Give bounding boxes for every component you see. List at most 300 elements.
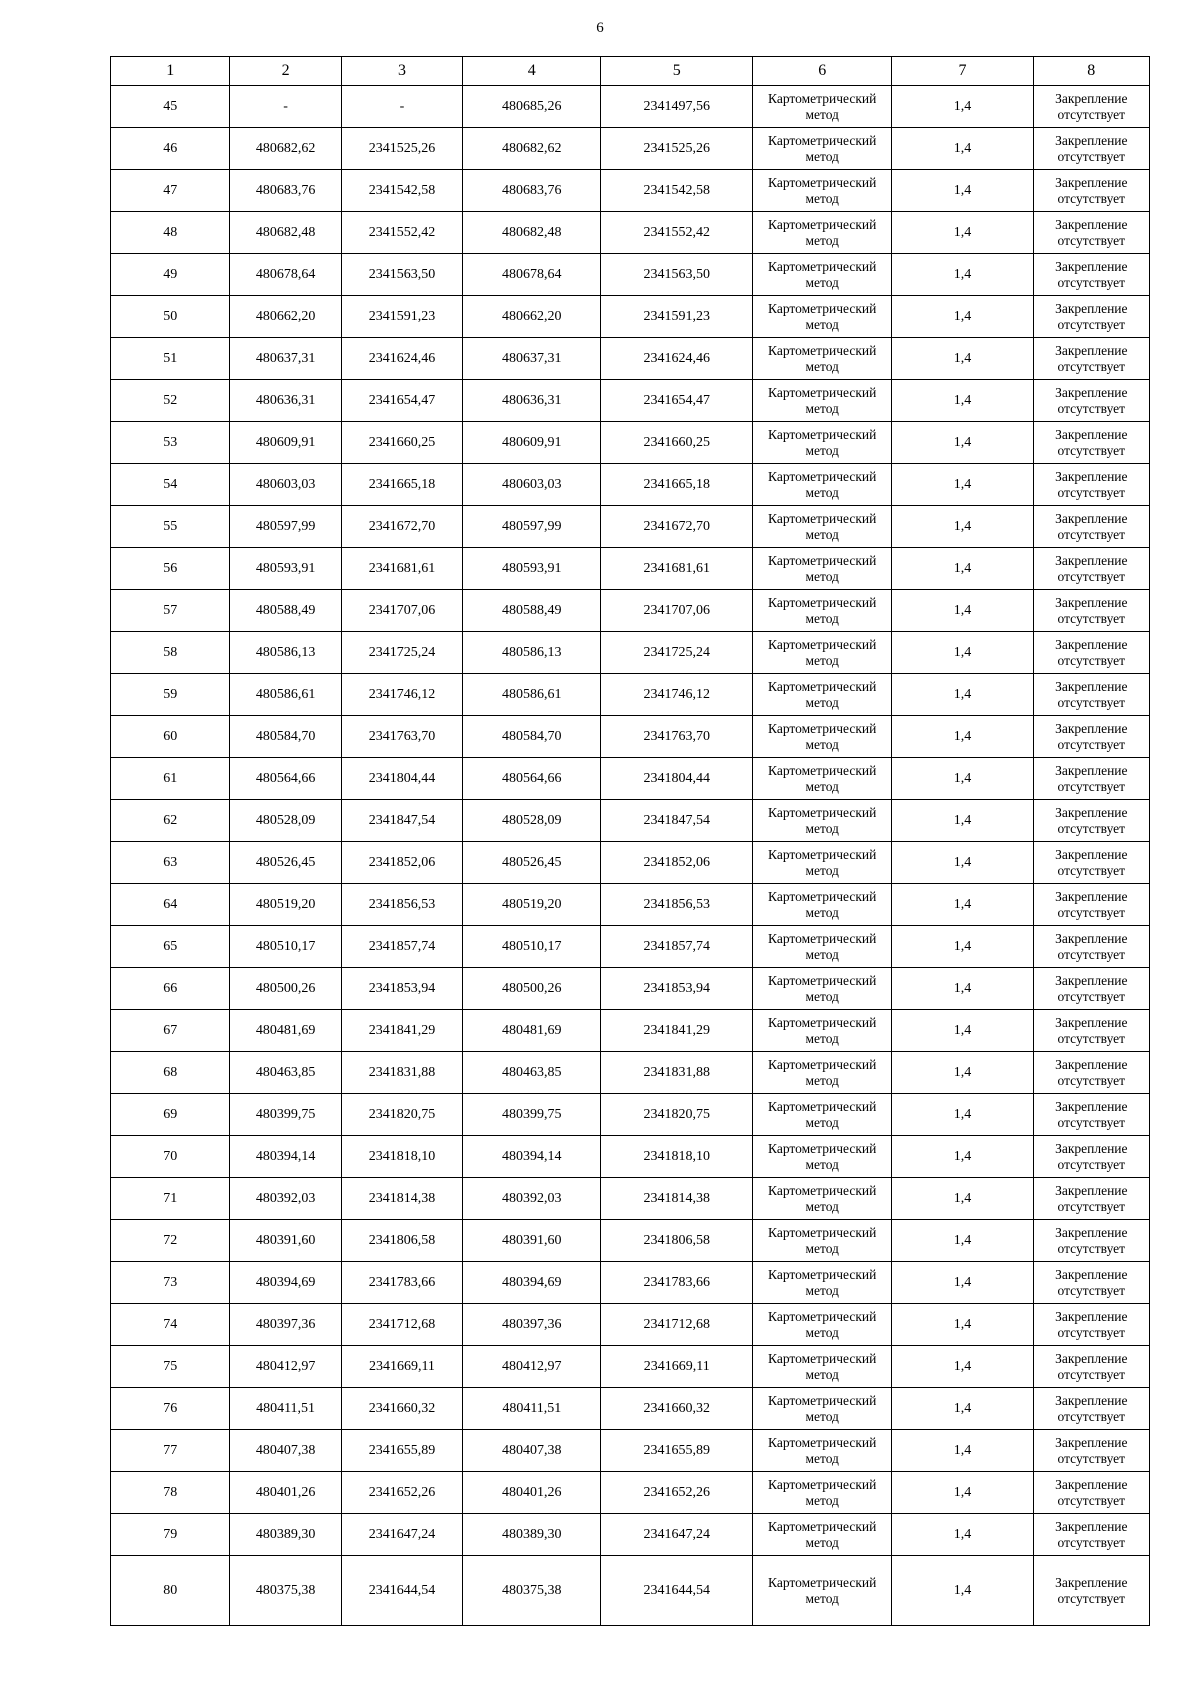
accuracy-cell: 1,4	[892, 1010, 1033, 1052]
table-row	[111, 380, 1150, 422]
accuracy-cell: 1,4	[892, 464, 1033, 506]
accuracy-cell: 1,4	[892, 1556, 1033, 1626]
y-new-cell: 2341672,70	[601, 506, 753, 548]
y-existing-cell: 2341804,44	[341, 758, 463, 800]
x-new-cell: 480411,51	[463, 1388, 601, 1430]
x-new-cell: 480682,62	[463, 128, 601, 170]
y-new-cell: 2341655,89	[601, 1430, 753, 1472]
y-new-cell: 2341542,58	[601, 170, 753, 212]
table-row	[111, 800, 1150, 842]
table-row	[111, 212, 1150, 254]
y-new-cell: 2341818,10	[601, 1136, 753, 1178]
x-new-cell: 480519,20	[463, 884, 601, 926]
x-existing-cell: -	[230, 86, 341, 128]
x-new-cell: 480609,91	[463, 422, 601, 464]
point-number-cell: 65	[111, 926, 230, 968]
fixing-cell: Закрепление отсутствует	[1033, 1304, 1149, 1346]
fixing-cell: Закрепление отсутствует	[1033, 296, 1149, 338]
x-new-cell: 480510,17	[463, 926, 601, 968]
point-number-cell: 59	[111, 674, 230, 716]
fixing-cell: Закрепление отсутствует	[1033, 1514, 1149, 1556]
fixing-cell: Закрепление отсутствует	[1033, 800, 1149, 842]
method-cell: Картометрический метод	[753, 128, 892, 170]
x-new-cell: 480636,31	[463, 380, 601, 422]
method-cell: Картометрический метод	[753, 338, 892, 380]
y-new-cell: 2341644,54	[601, 1556, 753, 1626]
table-row	[111, 884, 1150, 926]
accuracy-cell: 1,4	[892, 86, 1033, 128]
method-cell: Картометрический метод	[753, 170, 892, 212]
method-cell: Картометрический метод	[753, 296, 892, 338]
table-row	[111, 128, 1150, 170]
x-existing-cell: 480637,31	[230, 338, 341, 380]
y-existing-cell: 2341669,11	[341, 1346, 463, 1388]
y-existing-cell: 2341681,61	[341, 548, 463, 590]
fixing-cell: Закрепление отсутствует	[1033, 1178, 1149, 1220]
method-cell: Картометрический метод	[753, 1136, 892, 1178]
y-existing-cell: 2341665,18	[341, 464, 463, 506]
x-existing-cell: 480394,69	[230, 1262, 341, 1304]
x-existing-cell: 480399,75	[230, 1094, 341, 1136]
y-new-cell: 2341497,56	[601, 86, 753, 128]
table-row	[111, 1010, 1150, 1052]
accuracy-cell: 1,4	[892, 1052, 1033, 1094]
x-new-cell: 480603,03	[463, 464, 601, 506]
table-row	[111, 464, 1150, 506]
accuracy-cell: 1,4	[892, 1262, 1033, 1304]
fixing-cell: Закрепление отсутствует	[1033, 968, 1149, 1010]
point-number-cell: 49	[111, 254, 230, 296]
fixing-cell: Закрепление отсутствует	[1033, 842, 1149, 884]
accuracy-cell: 1,4	[892, 968, 1033, 1010]
method-cell: Картометрический метод	[753, 86, 892, 128]
point-number-cell: 53	[111, 422, 230, 464]
x-existing-cell: 480662,20	[230, 296, 341, 338]
method-cell: Картометрический метод	[753, 1346, 892, 1388]
point-number-cell: 58	[111, 632, 230, 674]
y-existing-cell: 2341707,06	[341, 590, 463, 632]
x-existing-cell: 480510,17	[230, 926, 341, 968]
y-new-cell: 2341525,26	[601, 128, 753, 170]
y-existing-cell: 2341746,12	[341, 674, 463, 716]
point-number-cell: 60	[111, 716, 230, 758]
fixing-cell: Закрепление отсутствует	[1033, 1052, 1149, 1094]
x-new-cell: 480564,66	[463, 758, 601, 800]
y-existing-cell: 2341652,26	[341, 1472, 463, 1514]
y-new-cell: 2341552,42	[601, 212, 753, 254]
x-new-cell: 480637,31	[463, 338, 601, 380]
point-number-cell: 73	[111, 1262, 230, 1304]
method-cell: Картометрический метод	[753, 800, 892, 842]
accuracy-cell: 1,4	[892, 674, 1033, 716]
fixing-cell: Закрепление отсутствует	[1033, 632, 1149, 674]
point-number-cell: 62	[111, 800, 230, 842]
accuracy-cell: 1,4	[892, 128, 1033, 170]
x-new-cell: 480399,75	[463, 1094, 601, 1136]
table-row	[111, 716, 1150, 758]
accuracy-cell: 1,4	[892, 1094, 1033, 1136]
x-existing-cell: 480392,03	[230, 1178, 341, 1220]
y-existing-cell: 2341763,70	[341, 716, 463, 758]
fixing-cell: Закрепление отсутствует	[1033, 1346, 1149, 1388]
y-existing-cell: 2341857,74	[341, 926, 463, 968]
y-new-cell: 2341841,29	[601, 1010, 753, 1052]
accuracy-cell: 1,4	[892, 296, 1033, 338]
point-number-cell: 74	[111, 1304, 230, 1346]
point-number-cell: 52	[111, 380, 230, 422]
fixing-cell: Закрепление отсутствует	[1033, 170, 1149, 212]
y-new-cell: 2341647,24	[601, 1514, 753, 1556]
column-header: 8	[1033, 57, 1149, 86]
y-existing-cell: 2341725,24	[341, 632, 463, 674]
y-new-cell: 2341591,23	[601, 296, 753, 338]
point-number-cell: 46	[111, 128, 230, 170]
x-existing-cell: 480586,61	[230, 674, 341, 716]
column-header: 2	[230, 57, 341, 86]
fixing-cell: Закрепление отсутствует	[1033, 716, 1149, 758]
x-new-cell: 480407,38	[463, 1430, 601, 1472]
fixing-cell: Закрепление отсутствует	[1033, 758, 1149, 800]
point-number-cell: 77	[111, 1430, 230, 1472]
y-new-cell: 2341852,06	[601, 842, 753, 884]
accuracy-cell: 1,4	[892, 1430, 1033, 1472]
table-row	[111, 86, 1150, 128]
accuracy-cell: 1,4	[892, 926, 1033, 968]
y-new-cell: 2341857,74	[601, 926, 753, 968]
fixing-cell: Закрепление отсутствует	[1033, 674, 1149, 716]
y-new-cell: 2341669,11	[601, 1346, 753, 1388]
x-existing-cell: 480636,31	[230, 380, 341, 422]
point-number-cell: 80	[111, 1556, 230, 1626]
fixing-cell: Закрепление отсутствует	[1033, 1388, 1149, 1430]
accuracy-cell: 1,4	[892, 254, 1033, 296]
point-number-cell: 50	[111, 296, 230, 338]
x-new-cell: 480391,60	[463, 1220, 601, 1262]
x-existing-cell: 480682,48	[230, 212, 341, 254]
table-row	[111, 506, 1150, 548]
point-number-cell: 48	[111, 212, 230, 254]
method-cell: Картометрический метод	[753, 1220, 892, 1262]
x-existing-cell: 480412,97	[230, 1346, 341, 1388]
accuracy-cell: 1,4	[892, 1472, 1033, 1514]
fixing-cell: Закрепление отсутствует	[1033, 1136, 1149, 1178]
y-existing-cell: 2341841,29	[341, 1010, 463, 1052]
y-new-cell: 2341654,47	[601, 380, 753, 422]
y-existing-cell: 2341563,50	[341, 254, 463, 296]
x-existing-cell: 480500,26	[230, 968, 341, 1010]
point-number-cell: 55	[111, 506, 230, 548]
y-new-cell: 2341763,70	[601, 716, 753, 758]
y-new-cell: 2341660,32	[601, 1388, 753, 1430]
fixing-cell: Закрепление отсутствует	[1033, 422, 1149, 464]
point-number-cell: 64	[111, 884, 230, 926]
y-existing-cell: 2341660,25	[341, 422, 463, 464]
method-cell: Картометрический метод	[753, 212, 892, 254]
accuracy-cell: 1,4	[892, 422, 1033, 464]
point-number-cell: 72	[111, 1220, 230, 1262]
table-row	[111, 170, 1150, 212]
method-cell: Картометрический метод	[753, 1304, 892, 1346]
accuracy-cell: 1,4	[892, 1346, 1033, 1388]
x-new-cell: 480392,03	[463, 1178, 601, 1220]
table-row	[111, 1304, 1150, 1346]
x-existing-cell: 480586,13	[230, 632, 341, 674]
point-number-cell: 76	[111, 1388, 230, 1430]
fixing-cell: Закрепление отсутствует	[1033, 1556, 1149, 1626]
y-new-cell: 2341725,24	[601, 632, 753, 674]
fixing-cell: Закрепление отсутствует	[1033, 884, 1149, 926]
x-existing-cell: 480407,38	[230, 1430, 341, 1472]
accuracy-cell: 1,4	[892, 1178, 1033, 1220]
fixing-cell: Закрепление отсутствует	[1033, 1430, 1149, 1472]
column-header: 3	[341, 57, 463, 86]
fixing-cell: Закрепление отсутствует	[1033, 128, 1149, 170]
y-new-cell: 2341681,61	[601, 548, 753, 590]
x-existing-cell: 480597,99	[230, 506, 341, 548]
table-row	[111, 758, 1150, 800]
table-row	[111, 338, 1150, 380]
x-new-cell: 480662,20	[463, 296, 601, 338]
page-number: 6	[596, 20, 604, 36]
table-row	[111, 1346, 1150, 1388]
fixing-cell: Закрепление отсутствует	[1033, 212, 1149, 254]
x-new-cell: 480586,61	[463, 674, 601, 716]
point-number-cell: 61	[111, 758, 230, 800]
table-row	[111, 1388, 1150, 1430]
x-new-cell: 480586,13	[463, 632, 601, 674]
method-cell: Картометрический метод	[753, 1514, 892, 1556]
y-existing-cell: 2341820,75	[341, 1094, 463, 1136]
point-number-cell: 71	[111, 1178, 230, 1220]
y-new-cell: 2341660,25	[601, 422, 753, 464]
x-new-cell: 480412,97	[463, 1346, 601, 1388]
method-cell: Картометрический метод	[753, 1262, 892, 1304]
y-existing-cell: 2341647,24	[341, 1514, 463, 1556]
y-existing-cell: 2341814,38	[341, 1178, 463, 1220]
table-row	[111, 296, 1150, 338]
fixing-cell: Закрепление отсутствует	[1033, 1010, 1149, 1052]
method-cell: Картометрический метод	[753, 506, 892, 548]
column-header: 7	[892, 57, 1033, 86]
column-header: 4	[463, 57, 601, 86]
y-new-cell: 2341820,75	[601, 1094, 753, 1136]
y-new-cell: 2341847,54	[601, 800, 753, 842]
accuracy-cell: 1,4	[892, 506, 1033, 548]
table-row	[111, 590, 1150, 632]
accuracy-cell: 1,4	[892, 800, 1033, 842]
x-new-cell: 480678,64	[463, 254, 601, 296]
table-row	[111, 1556, 1150, 1626]
x-existing-cell: 480584,70	[230, 716, 341, 758]
fixing-cell: Закрепление отсутствует	[1033, 338, 1149, 380]
method-cell: Картометрический метод	[753, 674, 892, 716]
point-number-cell: 63	[111, 842, 230, 884]
x-new-cell: 480685,26	[463, 86, 601, 128]
y-existing-cell: 2341591,23	[341, 296, 463, 338]
method-cell: Картометрический метод	[753, 464, 892, 506]
method-cell: Картометрический метод	[753, 842, 892, 884]
point-number-cell: 78	[111, 1472, 230, 1514]
method-cell: Картометрический метод	[753, 1052, 892, 1094]
method-cell: Картометрический метод	[753, 758, 892, 800]
point-number-cell: 51	[111, 338, 230, 380]
point-number-cell: 47	[111, 170, 230, 212]
point-number-cell: 67	[111, 1010, 230, 1052]
table-row	[111, 1430, 1150, 1472]
x-new-cell: 480397,36	[463, 1304, 601, 1346]
y-new-cell: 2341746,12	[601, 674, 753, 716]
table-row	[111, 926, 1150, 968]
y-new-cell: 2341806,58	[601, 1220, 753, 1262]
x-new-cell: 480597,99	[463, 506, 601, 548]
accuracy-cell: 1,4	[892, 380, 1033, 422]
fixing-cell: Закрепление отсутствует	[1033, 380, 1149, 422]
accuracy-cell: 1,4	[892, 1304, 1033, 1346]
y-existing-cell: 2341806,58	[341, 1220, 463, 1262]
column-header: 5	[601, 57, 753, 86]
y-new-cell: 2341814,38	[601, 1178, 753, 1220]
method-cell: Картометрический метод	[753, 590, 892, 632]
coordinates-table	[110, 56, 1150, 1626]
y-existing-cell: 2341847,54	[341, 800, 463, 842]
table-row	[111, 968, 1150, 1010]
x-new-cell: 480588,49	[463, 590, 601, 632]
fixing-cell: Закрепление отсутствует	[1033, 548, 1149, 590]
table-row	[111, 1052, 1150, 1094]
x-existing-cell: 480526,45	[230, 842, 341, 884]
y-new-cell: 2341783,66	[601, 1262, 753, 1304]
table-body	[111, 86, 1150, 1626]
x-existing-cell: 480678,64	[230, 254, 341, 296]
y-existing-cell: 2341852,06	[341, 842, 463, 884]
column-header: 1	[111, 57, 230, 86]
method-cell: Картометрический метод	[753, 632, 892, 674]
point-number-cell: 56	[111, 548, 230, 590]
x-existing-cell: 480528,09	[230, 800, 341, 842]
method-cell: Картометрический метод	[753, 548, 892, 590]
header-row	[111, 57, 1150, 86]
x-existing-cell: 480603,03	[230, 464, 341, 506]
x-new-cell: 480500,26	[463, 968, 601, 1010]
column-header: 6	[753, 57, 892, 86]
x-existing-cell: 480609,91	[230, 422, 341, 464]
point-number-cell: 66	[111, 968, 230, 1010]
fixing-cell: Закрепление отсутствует	[1033, 1220, 1149, 1262]
table-row	[111, 842, 1150, 884]
y-existing-cell: 2341542,58	[341, 170, 463, 212]
fixing-cell: Закрепление отсутствует	[1033, 464, 1149, 506]
x-new-cell: 480389,30	[463, 1514, 601, 1556]
method-cell: Картометрический метод	[753, 926, 892, 968]
fixing-cell: Закрепление отсутствует	[1033, 1262, 1149, 1304]
accuracy-cell: 1,4	[892, 338, 1033, 380]
accuracy-cell: 1,4	[892, 1388, 1033, 1430]
method-cell: Картометрический метод	[753, 1010, 892, 1052]
x-existing-cell: 480389,30	[230, 1514, 341, 1556]
fixing-cell: Закрепление отсутствует	[1033, 590, 1149, 632]
x-existing-cell: 480391,60	[230, 1220, 341, 1262]
method-cell: Картометрический метод	[753, 968, 892, 1010]
method-cell: Картометрический метод	[753, 716, 892, 758]
method-cell: Картометрический метод	[753, 884, 892, 926]
method-cell: Картометрический метод	[753, 1178, 892, 1220]
y-new-cell: 2341712,68	[601, 1304, 753, 1346]
table-row	[111, 422, 1150, 464]
x-new-cell: 480528,09	[463, 800, 601, 842]
y-existing-cell: 2341624,46	[341, 338, 463, 380]
fixing-cell: Закрепление отсутствует	[1033, 1094, 1149, 1136]
accuracy-cell: 1,4	[892, 590, 1033, 632]
method-cell: Картометрический метод	[753, 380, 892, 422]
table-row	[111, 674, 1150, 716]
y-new-cell: 2341652,26	[601, 1472, 753, 1514]
point-number-cell: 68	[111, 1052, 230, 1094]
accuracy-cell: 1,4	[892, 884, 1033, 926]
table-row	[111, 548, 1150, 590]
y-existing-cell: 2341552,42	[341, 212, 463, 254]
y-existing-cell: 2341655,89	[341, 1430, 463, 1472]
y-existing-cell: 2341783,66	[341, 1262, 463, 1304]
y-new-cell: 2341563,50	[601, 254, 753, 296]
method-cell: Картометрический метод	[753, 1472, 892, 1514]
y-existing-cell: 2341525,26	[341, 128, 463, 170]
accuracy-cell: 1,4	[892, 758, 1033, 800]
y-existing-cell: 2341644,54	[341, 1556, 463, 1626]
point-number-cell: 69	[111, 1094, 230, 1136]
x-new-cell: 480683,76	[463, 170, 601, 212]
x-new-cell: 480481,69	[463, 1010, 601, 1052]
x-existing-cell: 480401,26	[230, 1472, 341, 1514]
x-existing-cell: 480683,76	[230, 170, 341, 212]
point-number-cell: 57	[111, 590, 230, 632]
y-new-cell: 2341665,18	[601, 464, 753, 506]
x-new-cell: 480375,38	[463, 1556, 601, 1626]
accuracy-cell: 1,4	[892, 1514, 1033, 1556]
y-new-cell: 2341856,53	[601, 884, 753, 926]
x-existing-cell: 480397,36	[230, 1304, 341, 1346]
x-existing-cell: 480481,69	[230, 1010, 341, 1052]
fixing-cell: Закрепление отсутствует	[1033, 254, 1149, 296]
table-row	[111, 632, 1150, 674]
x-existing-cell: 480375,38	[230, 1556, 341, 1626]
x-new-cell: 480526,45	[463, 842, 601, 884]
table-row	[111, 1094, 1150, 1136]
x-new-cell: 480394,14	[463, 1136, 601, 1178]
accuracy-cell: 1,4	[892, 632, 1033, 674]
x-new-cell: 480682,48	[463, 212, 601, 254]
x-existing-cell: 480394,14	[230, 1136, 341, 1178]
method-cell: Картометрический метод	[753, 1430, 892, 1472]
fixing-cell: Закрепление отсутствует	[1033, 506, 1149, 548]
x-existing-cell: 480463,85	[230, 1052, 341, 1094]
table-row	[111, 1262, 1150, 1304]
y-new-cell: 2341707,06	[601, 590, 753, 632]
x-new-cell: 480401,26	[463, 1472, 601, 1514]
fixing-cell: Закрепление отсутствует	[1033, 926, 1149, 968]
accuracy-cell: 1,4	[892, 212, 1033, 254]
y-existing-cell: 2341856,53	[341, 884, 463, 926]
table-row	[111, 1136, 1150, 1178]
table-row	[111, 1472, 1150, 1514]
fixing-cell: Закрепление отсутствует	[1033, 86, 1149, 128]
accuracy-cell: 1,4	[892, 1136, 1033, 1178]
point-number-cell: 54	[111, 464, 230, 506]
method-cell: Картометрический метод	[753, 1388, 892, 1430]
table-row	[111, 1178, 1150, 1220]
y-existing-cell: 2341831,88	[341, 1052, 463, 1094]
y-existing-cell: 2341654,47	[341, 380, 463, 422]
y-existing-cell: 2341853,94	[341, 968, 463, 1010]
